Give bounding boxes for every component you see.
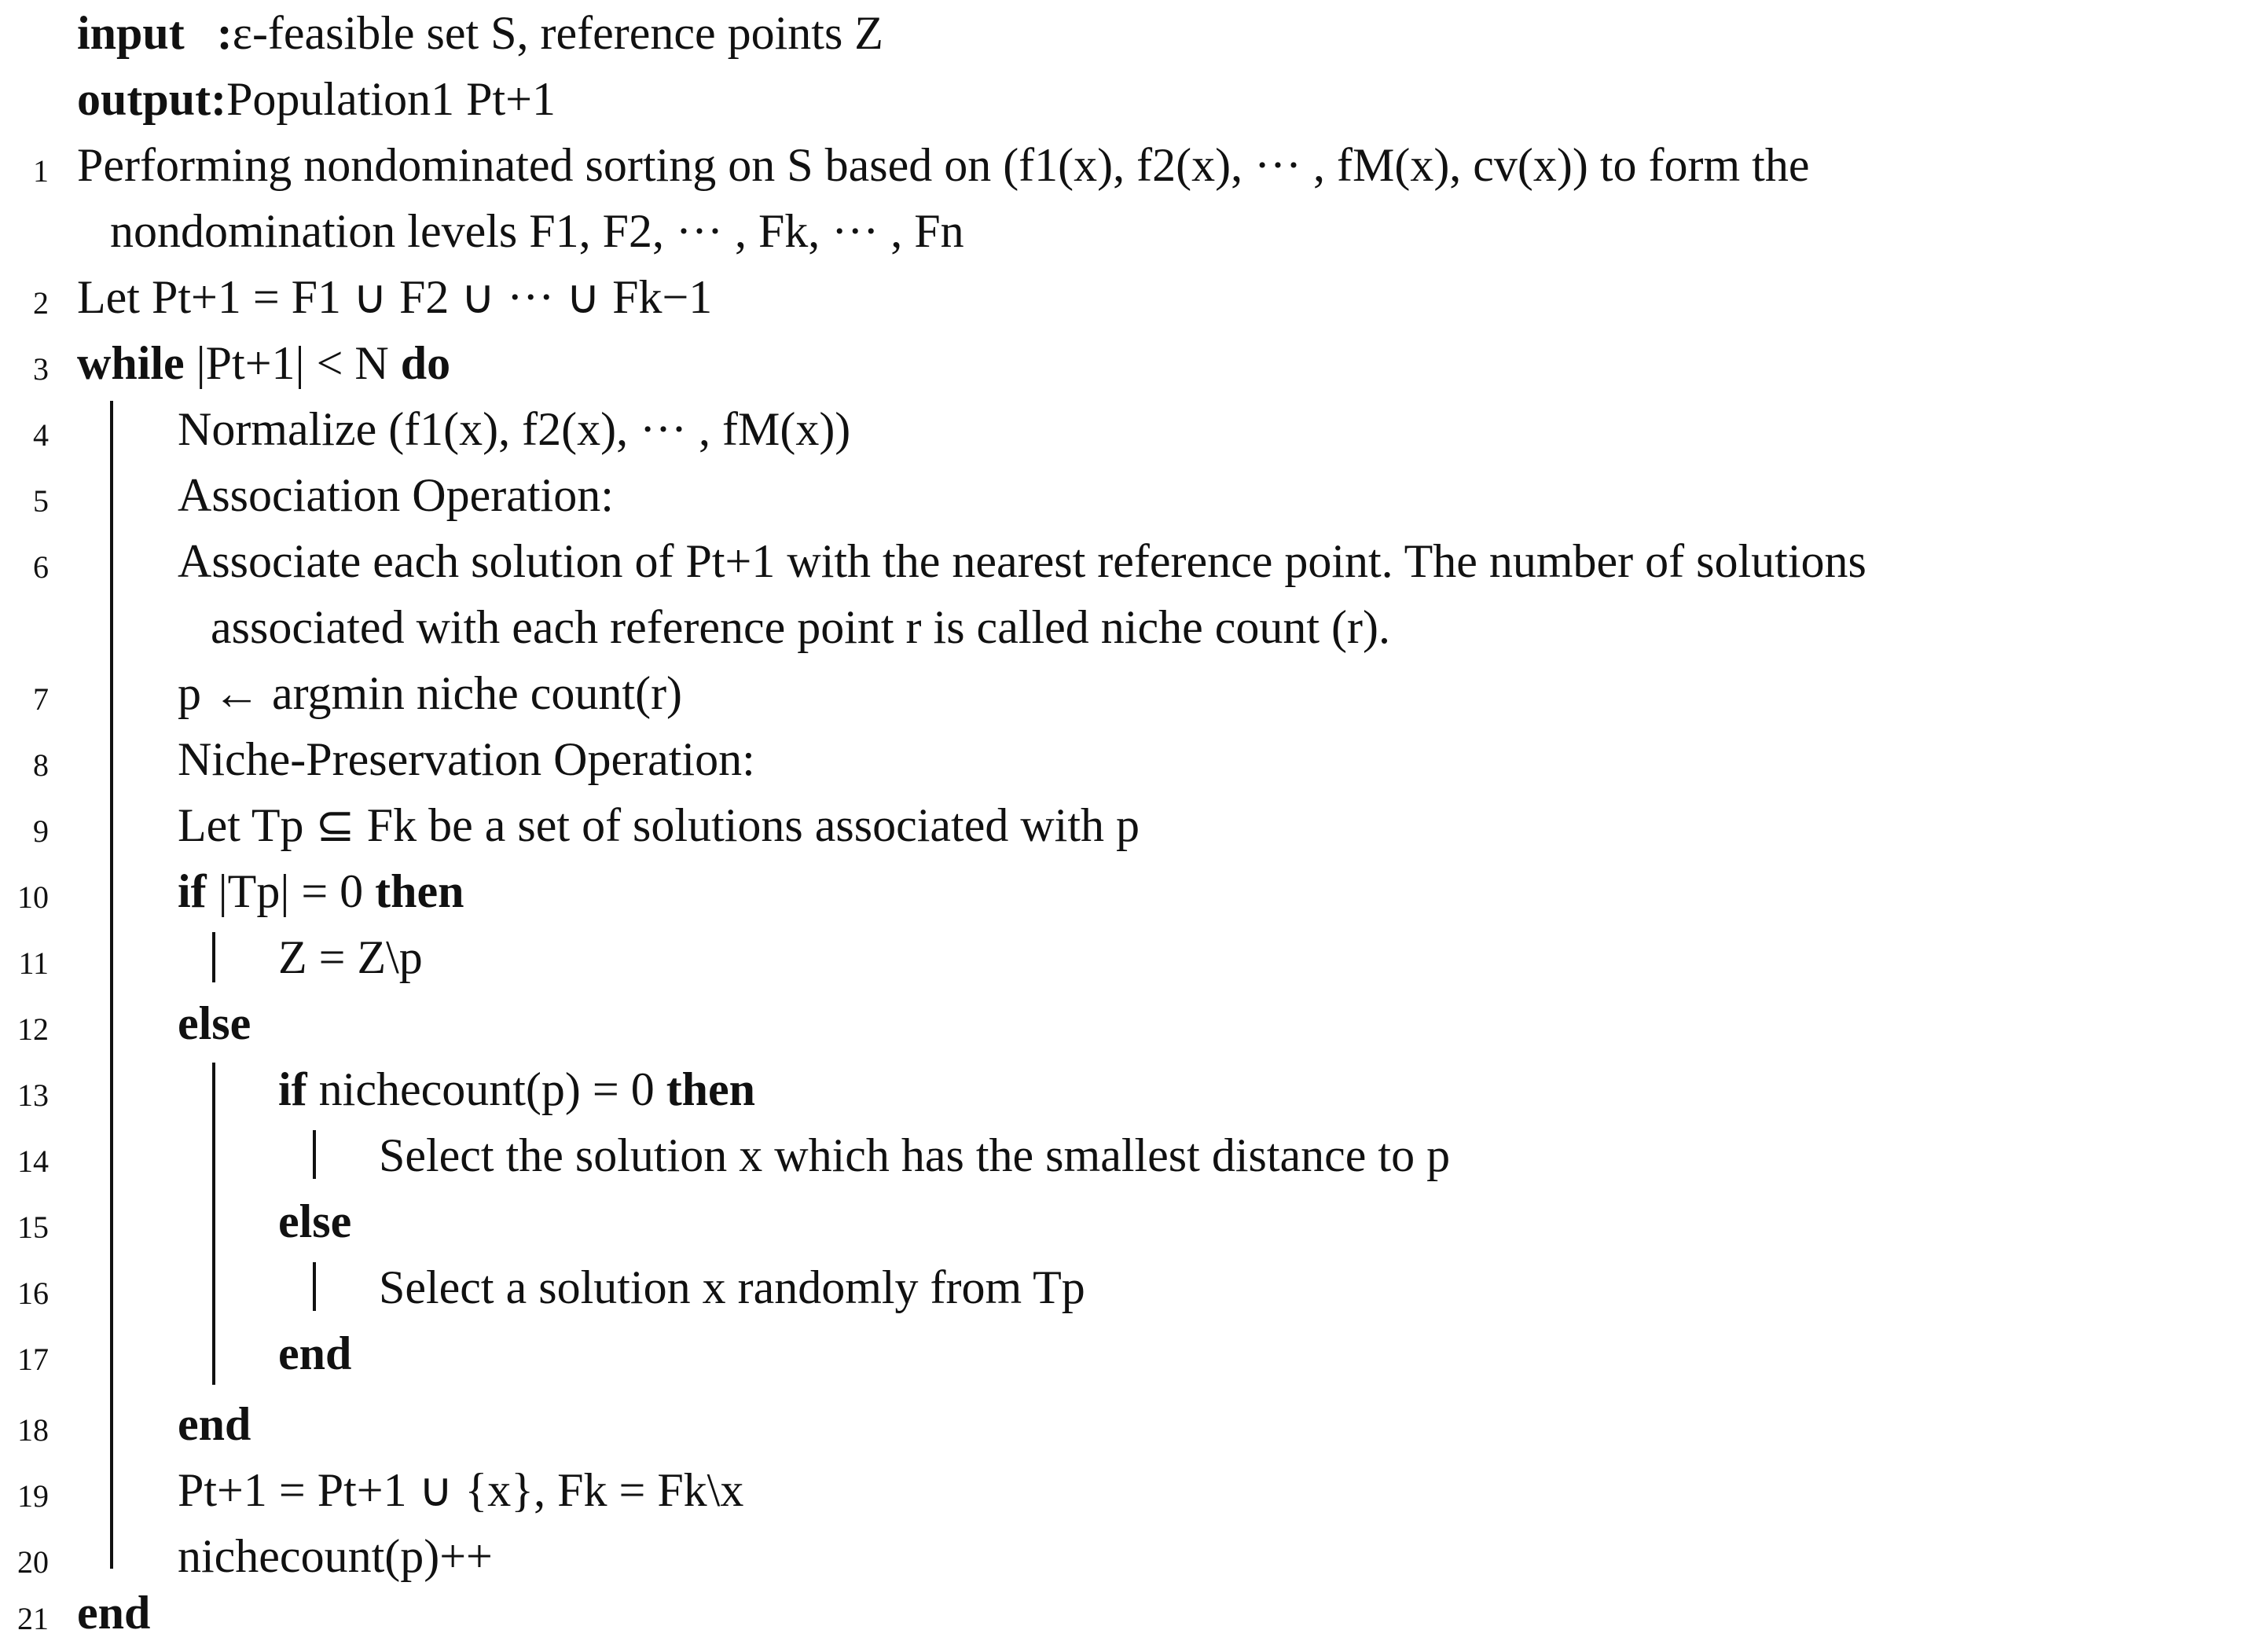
- line-number: 19: [17, 1478, 49, 1514]
- algo-line-14: [0, 1122, 2250, 1188]
- algo-line-3: [0, 330, 2250, 396]
- algo-line-8: [0, 726, 2250, 792]
- line-text: nichecount(p) = 0: [306, 1063, 666, 1115]
- line-text: |Pt+1| < N: [184, 337, 401, 389]
- output-text: Population1 Pt+1: [226, 73, 556, 125]
- keyword-then: then: [375, 865, 464, 917]
- algo-line-4: [0, 396, 2250, 462]
- line-number: 4: [33, 417, 49, 453]
- line-text: nichecount(p)++: [178, 1530, 493, 1582]
- algo-output-line: [0, 66, 2250, 132]
- algo-line-21: [0, 1580, 2250, 1646]
- line-number: 11: [18, 945, 49, 981]
- line-text: nondomination levels F1, F2, ··· , Fk, ··· , Fn: [110, 205, 964, 257]
- line-number: 5: [33, 483, 49, 519]
- keyword-end: end: [278, 1327, 352, 1379]
- line-text: associated with each reference point r is called niche count (r).: [211, 601, 1390, 653]
- line-text: Performing nondominated sorting on S based on (f1(x), f2(x), ··· , fM(x), cv(x)) to form the: [77, 139, 1810, 191]
- algo-line-1-cont: [0, 198, 2250, 264]
- line-number: 1: [33, 153, 49, 189]
- algo-line-10: [0, 858, 2250, 924]
- keyword-end: end: [77, 1587, 151, 1639]
- line-number: 2: [33, 285, 49, 321]
- line-text: Niche-Preservation Operation:: [178, 733, 755, 785]
- line-number: 14: [17, 1144, 49, 1179]
- line-number: 7: [33, 681, 49, 717]
- algo-line-15: [0, 1188, 2250, 1254]
- input-text: ε-feasible set S, reference points Z: [232, 7, 883, 59]
- keyword-end: end: [178, 1398, 251, 1450]
- line-text: Select a solution x randomly from Tp: [379, 1261, 1085, 1313]
- algo-line-1: [0, 132, 2250, 198]
- algo-line-12: [0, 990, 2250, 1056]
- line-number: 3: [33, 351, 49, 387]
- line-number: 10: [17, 879, 49, 915]
- keyword-if: if: [278, 1063, 307, 1115]
- line-number: 13: [17, 1077, 49, 1113]
- line-number: 12: [17, 1011, 49, 1047]
- line-text: Z = Z\p: [278, 931, 423, 983]
- algo-line-13: [0, 1056, 2250, 1122]
- else-block-bar: [212, 1063, 215, 1385]
- algo-line-18: [0, 1391, 2250, 1457]
- keyword-do: do: [400, 337, 451, 389]
- algo-line-6: [0, 528, 2250, 594]
- if-block-bar: [212, 932, 215, 982]
- line-number: 20: [17, 1544, 49, 1580]
- algo-line-16: [0, 1254, 2250, 1320]
- line-number: 8: [33, 747, 49, 783]
- line-text: Associate each solution of Pt+1 with the nearest reference point. The number of solutions: [178, 535, 1866, 587]
- input-separator: :: [216, 7, 233, 59]
- keyword-if: if: [178, 865, 207, 917]
- line-number: 9: [33, 813, 49, 849]
- keyword-else: else: [178, 997, 251, 1049]
- line-text: Association Operation:: [178, 469, 614, 521]
- line-text: Normalize (f1(x), f2(x), ··· , fM(x)): [178, 403, 851, 455]
- algo-line-17: [0, 1320, 2250, 1386]
- keyword-else: else: [278, 1195, 352, 1247]
- line-number: 15: [17, 1210, 49, 1245]
- output-keyword: output: [77, 73, 211, 125]
- algo-line-6-cont: [0, 594, 2250, 660]
- keyword-while: while: [77, 337, 185, 389]
- line-text: |Tp| = 0: [206, 865, 376, 917]
- line-number: 16: [17, 1276, 49, 1311]
- inner-else-block-bar: [313, 1262, 316, 1311]
- algo-line-7: [0, 660, 2250, 726]
- algo-line-5: [0, 462, 2250, 528]
- line-number: 17: [17, 1342, 49, 1377]
- line-number: 21: [17, 1601, 49, 1636]
- line-text: Select the solution x which has the smallest distance to p: [379, 1129, 1451, 1181]
- input-keyword: input: [77, 7, 185, 59]
- keyword-then: then: [666, 1063, 756, 1115]
- line-text: Let Pt+1 = F1 ∪ F2 ∪ ··· ∪ Fk−1: [77, 271, 713, 323]
- line-number: 6: [33, 549, 49, 585]
- line-text: p ← argmin niche count(r): [178, 667, 683, 719]
- algo-line-11: [0, 924, 2250, 990]
- line-text: Let Tp ⊆ Fk be a set of solutions associated with p: [178, 799, 1140, 851]
- algo-line-2: [0, 264, 2250, 330]
- inner-if-block-bar: [313, 1130, 316, 1179]
- algo-input-line: [0, 0, 2250, 66]
- line-text: Pt+1 = Pt+1 ∪ {x}, Fk = Fk\x: [178, 1464, 744, 1516]
- output-separator: :: [211, 73, 227, 125]
- line-number: 18: [17, 1412, 49, 1448]
- algo-line-19: [0, 1457, 2250, 1523]
- while-block-bar: [110, 401, 113, 1569]
- algo-line-9: [0, 792, 2250, 858]
